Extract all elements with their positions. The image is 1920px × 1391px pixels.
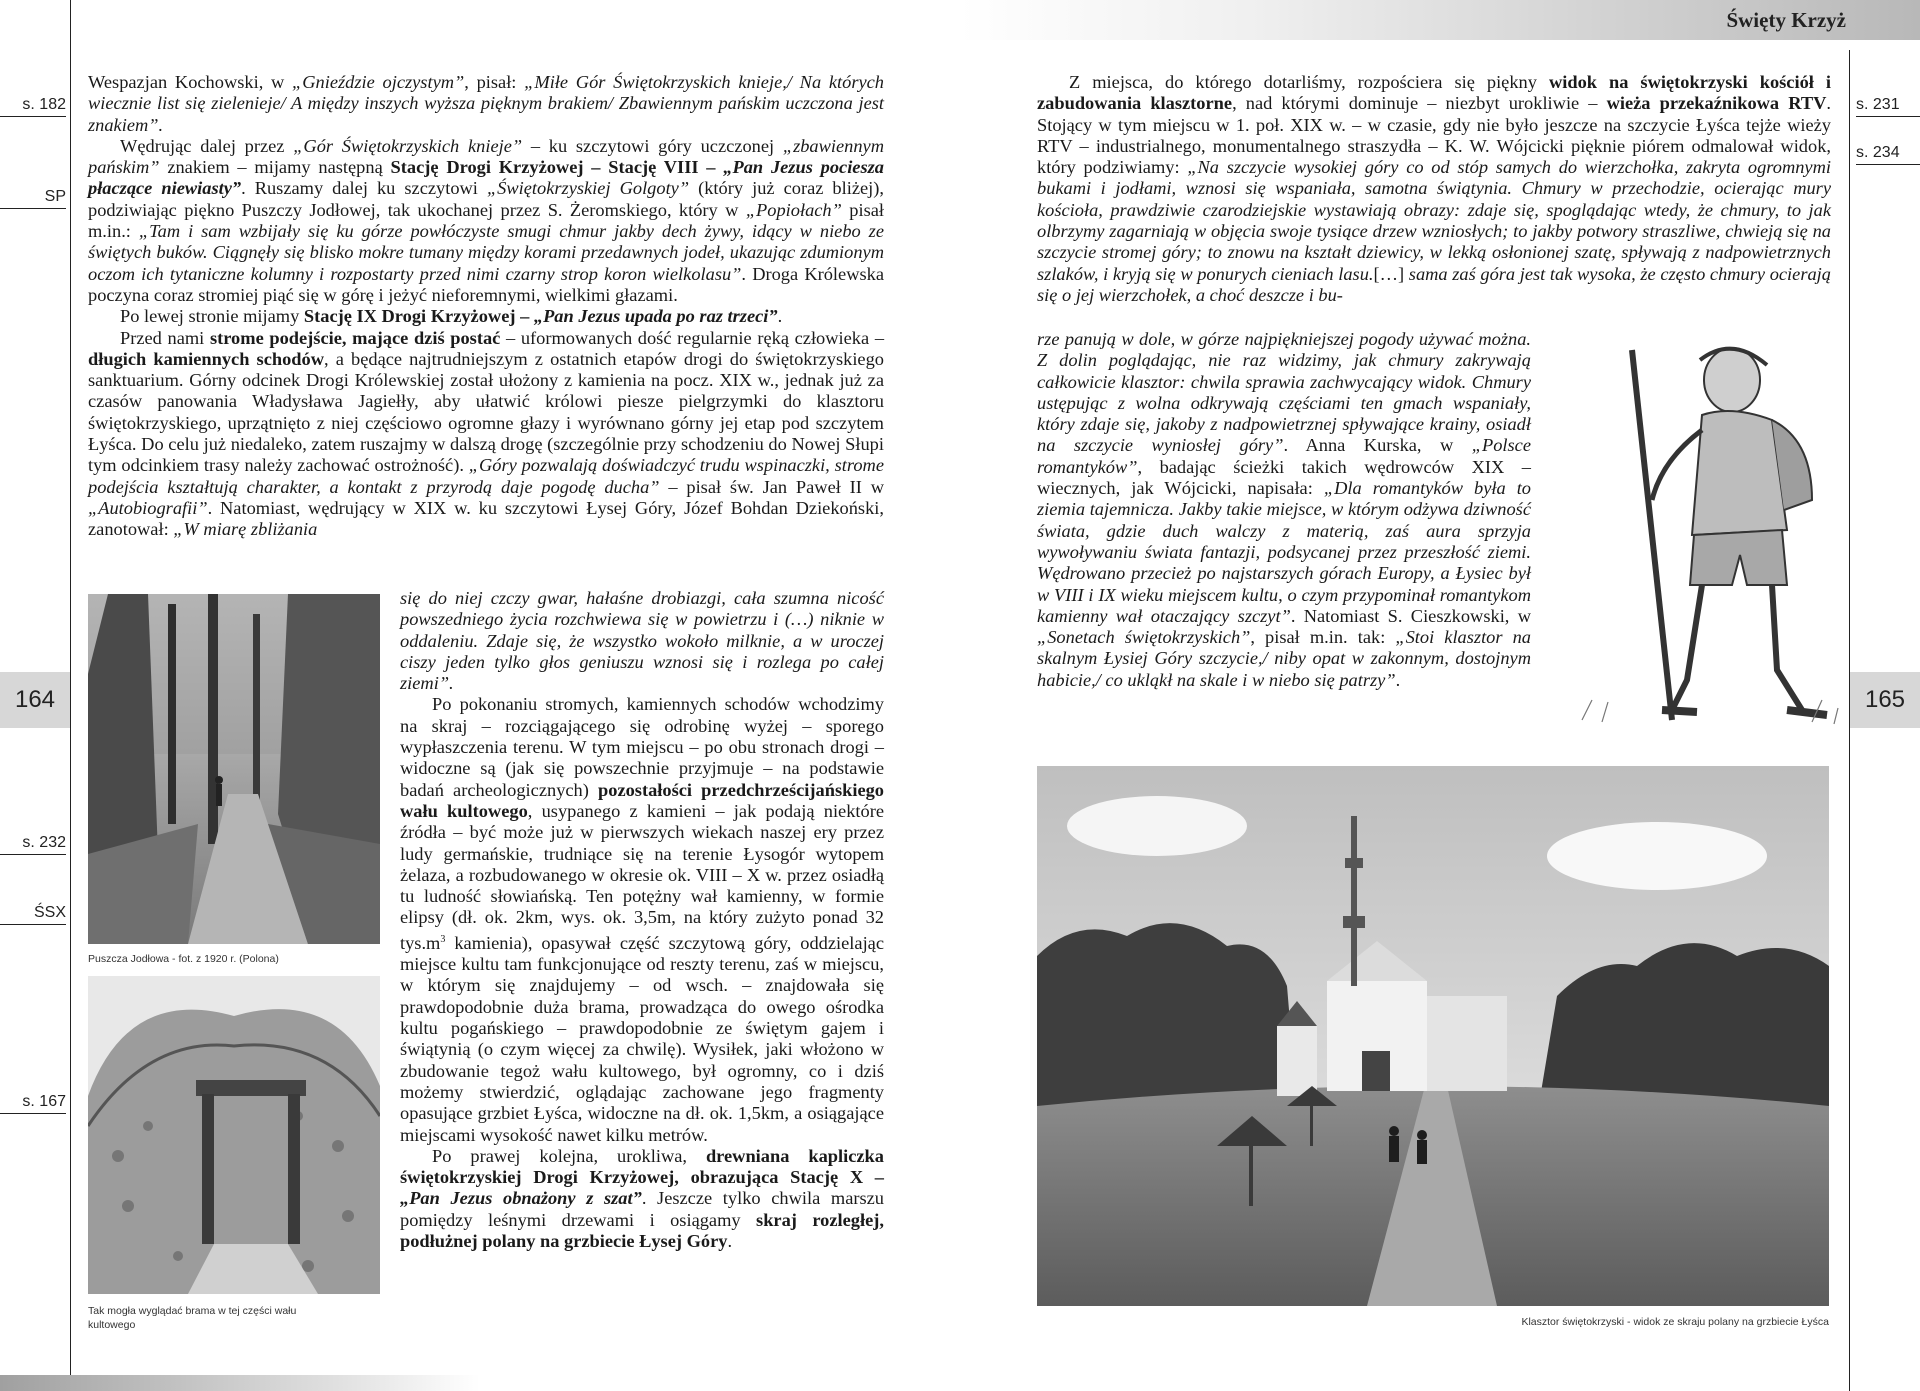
- gate-drawing-caption: Tak mogła wyglądać brama w tej części wału kultowego: [88, 1305, 297, 1331]
- right-margin: [1849, 50, 1920, 1391]
- bottom-bar: [0, 1375, 480, 1391]
- margin-ref-s167: s. 167: [0, 1093, 66, 1114]
- running-head: Święty Krzyż: [1726, 8, 1846, 32]
- left-narrow-text: się do niej czczy gwar, hałaśne drobiazgi, cała szumna nicość powszedniego życia rozchwiewa się w powietrzu i (…) niknie w oddaleniu. Zdaje się, że wszystko wokoło milknie, a w uroczej ciszy jeden tylko głos geniuszu wznosi się i rozlega po całej ziemi”. Po pokonaniu stromych, kamiennych schodów wchodzimy na skraj – rozciągającego się odrobinę wyżej – sporego wypłaszczenia terenu. W tym miejscu – po obu stronach drogi – widoczne są (jak się powszechnie przyjmuje – na podstawie badań archeologicznych) pozostałości przedchrześcijańskiego wału kultowego, usypanego z kamieni – jak podają niektóre źródła – być może już w pierwszych wiekach naszej ery przez ludy germańskie, trudniące się na terenie Łysogór wytopem żelaza, a rozbudowanego w okresie ok. VIII – X w. przez osiadłą tu ludność słowiańską. Ten potężny wał kamienny, w formie elipsy (dł. ok. 2km, wys. ok. 3,5m, na który zużyto ponad 32 $tys.m^3$ kamienia), opasywał część szczytową góry, oddzielając miejsce kultu tam funkcjonujące od reszty terenu, zaś w miejscu, w którym się znajdujemy – od wsch. – znajdowała się prawdopodobnie duża brama, prowadząca do owego ośrodka kultu pogańskiego – prawdopodobnie ze świętym gajem i świątynią (o czym więcej za chwilę). Wysiłek, jaki włożono w zbudowanie tegoż wału kultowego, był ogromny, co i dziś możemy stwierdzić, oglądając zachowane jego fragmenty opasujące grzbiet Łyśca, widoczne na dł. ok. 1,5km, a osiągające miejscami wysokość nawet kilku metrów. Po prawej kolejna, urokliwa, drewniana kapliczka świętokrzyskiej Drogi Krzyżowej, obrazująca Stację X – „Pan Jezus obnażony z szat”. Jeszcze tylko chwila marszu pomiędzy leśnymi drzewami i osiągamy skraj rozległej, podłużnej polany na grzbiecie Łysej Góry.: [400, 588, 885, 1252]
- gate-drawing-image: [88, 976, 380, 1294]
- page-number-left: 164: [0, 672, 70, 728]
- right-body-text: Z miejsca, do którego dotarliśmy, rozpościera się piękny widok na świętokrzyski kościół i zabudowania klasztorne, nad którymi dominuje – niezbyt urokliwie – wieża przekaźnikowa RTV. Stojący w tym miejscu w 1. poł. XIX w. – w czasie, gdy nie było jeszcze na szczycie Łyśca tejże wieży RTV – industrialnego, monumentalnego straszydła – K. W. Wójcicki pięknie piórem odmalował widok, który podziwiamy: „Na szczycie wysokiej góry co od stóp samych do wierzchołka, zakryta ogromnymi bukami i jodłami, wznosi się wspaniała, samotna świątynia. Chmury w przechodzie, ocierając mury kościoła, prawdziwie czarodziejskie wystawiają obrazy: zdaje się, spoglądając wtedy, że chmury, to jak olbrzymy zagarniają w objęcia swoje tysiące drzew wzniosłych; to jakby potwory straszliwe, chwieją się na szczycie stromej góry; to znowu na kształt dziewicy, w lekką osłonionej szatę, spływają z nadpowietrznych szlaków, i kryją się w ponurych cieniach lasu.[…] sama zaś góra jest tak wysoka, że często chmury ocierają się o jej wierzchołek, a choć deszcze i bu-: [1037, 72, 1832, 305]
- margin-ref-s182: s. 182: [0, 96, 66, 117]
- pilgrim-drawing: [1572, 330, 1842, 728]
- forest-photo: [88, 594, 380, 944]
- margin-ref-sp: SP: [0, 188, 66, 209]
- monastery-photo-caption: Klasztor świętokrzyski - widok ze skraju polany na grzbiecie Łyśca: [1521, 1316, 1829, 1328]
- margin-ref-s234: s. 234: [1856, 144, 1920, 165]
- left-margin: [0, 0, 71, 1391]
- forest-photo-caption: Puszcza Jodłowa - fot. z 1920 r. (Polona): [88, 953, 279, 965]
- left-body-text: Wespazjan Kochowski, w „Gnieździe ojczystym”, pisał: „Miłe Gór Świętokrzyskich knieje,/ Na których wiecznie list się zielenieje/ A między inszych wyższa pięknym brakiem/ Zbawiennym pańskim uczczona jest znakiem”. Wędrując dalej przez „Gór Świętokrzyskich knieje” – ku szczytowi góry uczczonej „zbawiennym pańskim” znakiem – mijamy następną Stację Drogi Krzyżowej – Stację VIII – „Pan Jezus pociesza płaczące niewiasty”. Ruszamy dalej ku szczytowi „Świętokrzyskiej Golgoty” (który już coraz bliżej), podziwiając piękno Puszczy Jodłowej, tak ukochanej przez S. Żeromskiego, który w „Popiołach” pisał m.in.: „Tam i sam wzbijały się ku górze powłóczyste smugi chmur jakby dech żywy, idący w niebo ze świętych buków. Ciągnęły się blisko mokre tumany między korami przedawnych jodeł, ukazując zdumionym oczom ich tytaniczne kolumny i rozpostarty przed nimi czarny strop koron wielkolasu”. Droga Królewska poczyna coraz stromiej piąć się w górę i jeżyć nieforemnymi, wielkimi głazami. Po lewej stronie mijamy Stację IX Drogi Krzyżowej – „Pan Jezus upada po raz trzeci”. Przed nami strome podejście, mające dziś postać – uformowanych dość regularnie ręką człowieka – długich kamiennych schodów, a będące najtrudniejszym z ostatnich etapów drogi do świętokrzyskiego sanktuarium. Górny odcinek Drogi Królewskiej został ułożony z kamienia na pocz. XIX w., jednak już za czasów panowania Władysława Jagiełły, aby ułatwić królowi piesze pielgrzymki do klasztoru świętokrzyskiego, uprzątnięto z niej częściowo ogromne głazy i wyrównano górny jej etap pod szczytem Łyśca. Do celu już niedaleko, zatem ruszajmy w dalszą drogę (szczególnie przy schodzeniu do Nowej Słupi tym odcinkiem trasy należy zachować ostrożność). „Góry pozwalają doświadczyć trudu wspinaczki, strome podejścia kształtują charakter, a kontakt z przyrodą daje pogodę ducha” – pisał św. Jan Paweł II w „Autobiografii”. Natomiast, wędrujący w XIX w. ku szczytowi Łysej Góry, Józef Bohdan Dziekoński, zanotował: „W miarę zbliżania: [88, 72, 885, 540]
- page-number-right: 165: [1850, 672, 1920, 728]
- monastery-photo-image: [1037, 766, 1829, 1306]
- forest-photo-image: [88, 594, 380, 944]
- pilgrim-drawing-image: [1572, 330, 1842, 728]
- gate-drawing: [88, 976, 380, 1294]
- margin-ref-ssx: ŚSX: [0, 904, 66, 925]
- right-narrow-text: rze panują w dole, w górze najpiękniejszej pogody używać można. Z dolin poglądając, nie raz widzimy, jak chmury zakrywają całkowicie klasztor: chwila sprawia zachwycający widok. Chmury ustępując z wolna odkrywają częściami ten gmach wspaniały, który zdaje się, jakoby z nadpowietrznej spływające krainy, osiadł na szczycie wyniosłej góry”. Anna Kurska, w „Polsce romantyków”, badając ścieżki takich wędrowców XIX – wiecznych, jak Wójcicki, napisała: „Dla romantyków była to ziemia tajemnicza. Jakby takie miejsce, w którym odżywa dziwność świata, gdzie duch walczy z materią, zaś aura sprzyja wywoływaniu świata fantazji, podsycanej przez przeszłość ziemi. Wędrowano przecież po najstarszych górach Europy, a Łysiec był w VIII i IX wieku miejscem kultu, o czym przypominał romantykom kamienny wał otaczający szczyt”. Natomiast S. Cieszkowski, w „Sonetach świętokrzyskich”, pisał m.in. tak: „Stoi klasztor na skalnym Łysiej Góry szczycie,/ niby opat w zakonnym, dostojnym habicie,/ co ukląkł na skale i w niebo się patrzy”.: [1037, 329, 1532, 690]
- margin-ref-s231: s. 231: [1856, 96, 1920, 117]
- right-page: [960, 0, 1920, 1391]
- margin-ref-s232: s. 232: [0, 834, 66, 855]
- monastery-photo: [1037, 766, 1829, 1306]
